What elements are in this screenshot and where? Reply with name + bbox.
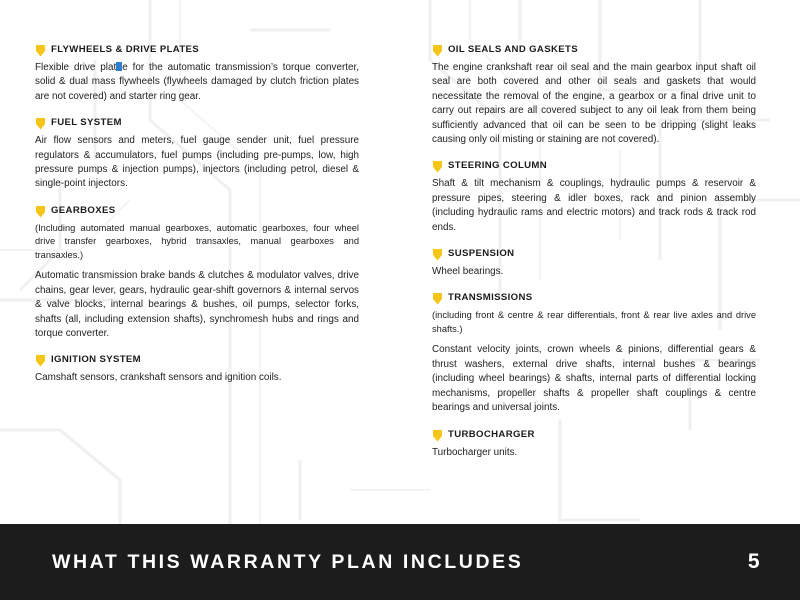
- section-oil-seals-and-gaskets: [432, 44, 756, 147]
- section-fuel-system: [35, 117, 359, 192]
- section-heading: IGNITION SYSTEM: [51, 354, 142, 366]
- section-paragraph: Flexible drive plat e for the automatic transmission’s torque converter, solid & dual mass flywheels (flywheels damaged by clutch friction plates are not covered) and starter ring gear.: [35, 62, 359, 102]
- section-heading-row: [35, 117, 359, 130]
- section-heading: SUSPENSION: [448, 248, 515, 260]
- section-heading: OIL SEALS AND GASKETS: [448, 44, 578, 55]
- left-column: [35, 44, 359, 386]
- section-note: (including front & centre & rear differentials, front & rear live axles and drive shafts.): [432, 310, 756, 334]
- bullet-marker-icon: [35, 45, 46, 57]
- text-cursor-artifact: [116, 62, 122, 71]
- section-heading: TURBOCHARGER: [448, 428, 535, 440]
- bullet-marker-icon: [432, 161, 443, 173]
- bullet-marker-icon: [35, 355, 46, 367]
- section-transmissions: [432, 292, 756, 415]
- section-paragraph: Constant velocity joints, crown wheels & pinions, differential gears & thrust washers, external drive shafts, internal bushes & bearings (including wheel bearings) & shafts, internal parts of differential locking mechanisms, propeller shafts & propeller shaft couplings & centre bearings and universal joints.: [432, 344, 756, 414]
- section-suspension: [432, 248, 756, 279]
- bullet-marker-icon: [432, 430, 443, 442]
- section-steering-column: [432, 160, 756, 235]
- section-ignition-system: [35, 354, 359, 385]
- section-gearboxes: [35, 205, 359, 342]
- section-heading: GEARBOXES: [51, 204, 116, 216]
- section-paragraph: Camshaft sensors, crankshaft sensors and ignition coils.: [35, 372, 282, 384]
- section-paragraph: Air flow sensors and meters, fuel gauge sender unit, fuel pressure regulators & accumulators, fuel pumps (including pre-pumps, low, high pressure pumps & injection pumps), injectors (including petrol, diesel & single-point injectors.: [35, 135, 359, 190]
- section-flywheels-and-drive-plates: [35, 44, 359, 104]
- right-column: [432, 44, 756, 460]
- section-heading-row: [35, 44, 359, 57]
- section-heading: TRANSMISSIONS: [448, 292, 533, 304]
- section-paragraph: Wheel bearings.: [432, 266, 504, 278]
- bullet-marker-icon: [432, 293, 443, 305]
- footer-title: WHAT THIS WARRANTY PLAN INCLUDES: [52, 550, 524, 573]
- section-heading-row: [35, 205, 359, 218]
- section-heading-row: [432, 160, 756, 173]
- section-heading: STEERING COLUMN: [448, 160, 548, 172]
- section-heading-row: [432, 44, 756, 57]
- section-heading-row: [432, 292, 756, 305]
- section-heading-row: [35, 354, 359, 367]
- bullet-marker-icon: [35, 118, 46, 130]
- section-paragraph: The engine crankshaft rear oil seal and the main gearbox input shaft oil seal are both covered and other oil seals and gaskets that would necessitate the removal of the engine, a gearbox or a final drive unit to carry out repairs are all covered subject to any oil leak from them being sufficiently advanced that oil can be seen to be dripping (slight leaks causing only oil misting or staining are not covered).: [432, 62, 756, 146]
- section-heading-row: [432, 429, 756, 442]
- section-paragraph: Shaft & tilt mechanism & couplings, hydraulic pumps & reservoir & pressure pipes, steering & idler boxes, rack and pinion assembly (including hydraulic rams and electric motors) and track rods & track rod ends.: [432, 178, 756, 233]
- bullet-marker-icon: [35, 206, 46, 218]
- section-heading: FUEL SYSTEM: [51, 117, 122, 129]
- section-paragraph: Turbocharger units.: [432, 446, 518, 458]
- section-turbocharger: [432, 429, 756, 460]
- bullet-marker-icon: [432, 249, 443, 261]
- section-heading-row: [432, 248, 756, 261]
- page-number: 5: [747, 550, 760, 573]
- page-footer: [0, 524, 800, 600]
- section-paragraph: Automatic transmission brake bands & clutches & modulator valves, drive chains, gear lever, gears, hydraulic gear-shift governors & internal servos & valve blocks, internal bearings & bushes, oil pumps, selector forks, shafts (all, including extension shafts), synchromesh hubs and rings and torque converter.: [35, 270, 359, 339]
- bullet-marker-icon: [432, 45, 443, 57]
- section-heading: FLYWHEELS & DRIVE PLATES: [51, 44, 200, 55]
- section-note: (Including automated manual gearboxes, automatic gearboxes, four wheel drive transfer gearboxes, hybrid transaxles, manual gearboxes and transaxles.): [35, 222, 359, 260]
